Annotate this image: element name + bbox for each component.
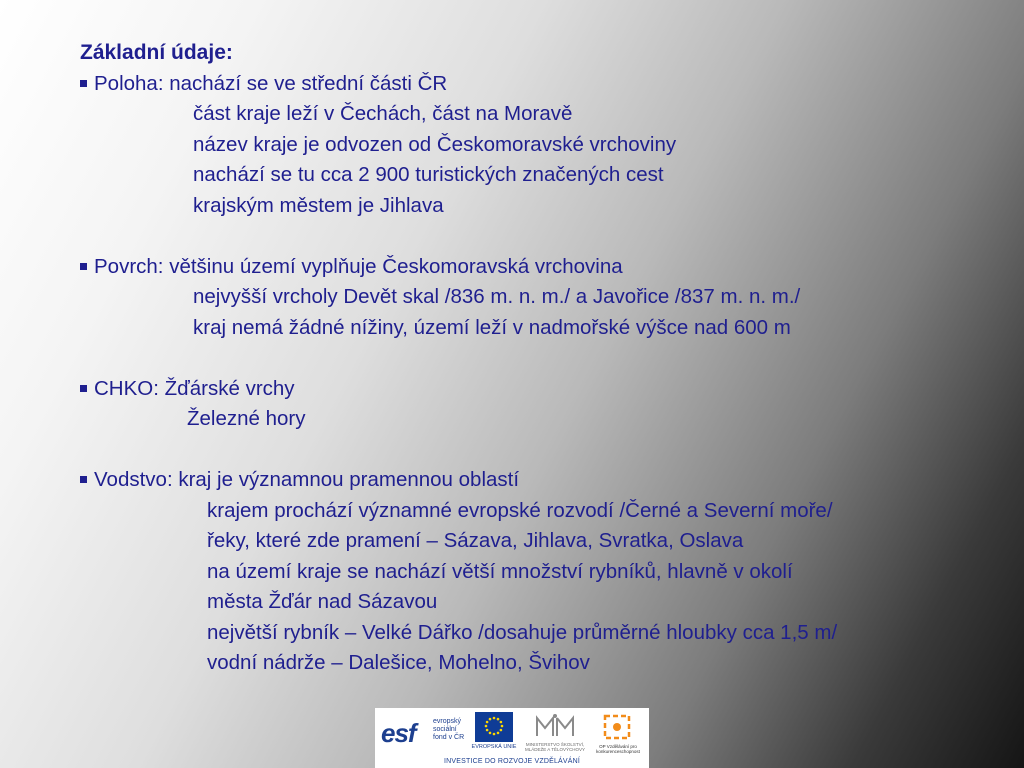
esf-line: fond v ČR <box>433 734 465 741</box>
eu-flag-logo <box>475 712 513 742</box>
spacer <box>80 435 1020 466</box>
esf-logo <box>381 712 471 750</box>
vodstvo-detail: největší rybník – Velké Dářko /dosahuje průměrné hloubky cca 1,5 m/ <box>207 620 838 644</box>
slide-content <box>80 38 1020 679</box>
msmt-emblem-icon <box>533 712 577 742</box>
chko-detail: Železné hory <box>187 407 306 430</box>
funding-logo-strip <box>375 708 649 768</box>
bullet-chko: CHKO: Žďárské vrchy <box>80 374 1020 405</box>
vodstvo-detail: na území kraje se nachází větší množství rybníků, hlavně v okolí <box>207 559 793 583</box>
op-emblem-icon <box>599 712 635 742</box>
spacer <box>80 221 1020 252</box>
poloha-detail: krajským městem je Jihlava <box>193 193 444 217</box>
investment-caption: INVESTICE DO ROZVOJE VZDĚLÁVÁNÍ <box>443 758 581 765</box>
esf-line: sociální <box>433 726 457 733</box>
vodstvo-detail: krajem prochází významné evropské rozvodí /Černé a Severní moře/ <box>207 498 833 522</box>
msmt-logo <box>533 712 577 742</box>
povrch-detail: kraj nemá žádné nížiny, území leží v nadmořské výšce nad 600 m <box>193 315 791 339</box>
eu-caption: EVROPSKÁ UNIE <box>471 744 517 750</box>
poloha-detail: nachází se tu cca 2 900 turistických značených cest <box>193 163 664 186</box>
esf-text <box>433 718 464 742</box>
eu-stars-icon <box>475 712 513 742</box>
spacer <box>80 343 1020 374</box>
poloha-detail: název kraje je odvozen od Českomoravské vrchoviny <box>193 132 677 156</box>
vodstvo-detail: řeky, které zde pramení – Sázava, Jihlava, Svratka, Oslava <box>207 529 744 552</box>
bullet-vodstvo: Vodstvo: kraj je významnou pramennou oblastí <box>80 465 1020 496</box>
slide-heading: Základní údaje: <box>80 41 233 64</box>
povrch-detail: nejvyšší vrcholy Devět skal /836 m. n. m./ a Javořice /837 m. n. m./ <box>193 285 801 308</box>
op-logo <box>599 712 635 742</box>
esf-line: evropský <box>433 718 462 725</box>
poloha-detail: část kraje leží v Čechách, část na Moravě <box>193 102 573 125</box>
op-caption: OP Vzdělávání pro konkurenceschopnost <box>596 744 640 754</box>
esf-mark: esf <box>381 718 416 748</box>
vodstvo-detail: vodní nádrže – Dalešice, Mohelno, Švihov <box>207 651 590 674</box>
vodstvo-detail: města Žďár nad Sázavou <box>207 590 438 613</box>
msmt-caption: MINISTERSTVO ŠKOLSTVÍ, MLÁDEŽE A TĚLOVÝCHOVY <box>525 742 585 752</box>
bullet-poloha: Poloha: nachází se ve střední části ČR <box>80 69 1020 100</box>
bullet-povrch: Povrch: většinu území vyplňuje Českomoravská vrchovina <box>80 252 1020 283</box>
